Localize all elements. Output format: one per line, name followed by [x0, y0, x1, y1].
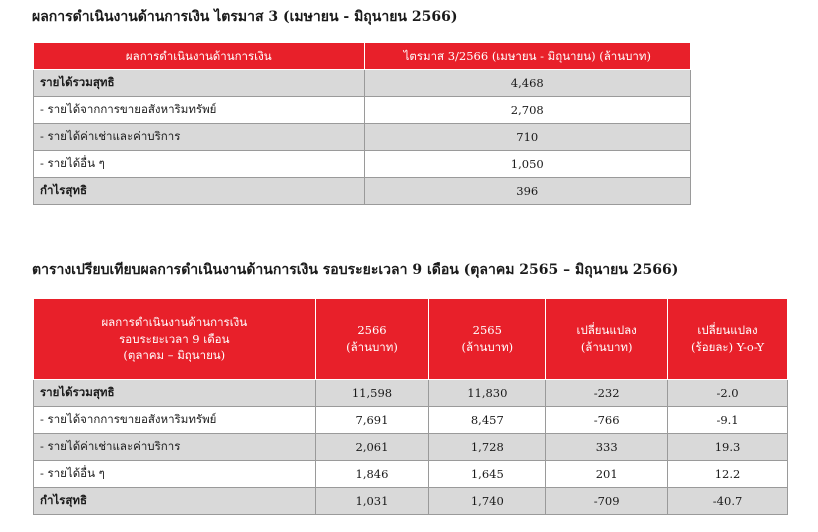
row-value: 8,457: [429, 407, 546, 434]
column-header-change-percent: [668, 299, 788, 380]
header-line: (ร้อยละ) Y-o-Y: [691, 340, 765, 354]
column-header-2565: [429, 299, 546, 380]
quarterly-results-table: [33, 42, 691, 205]
header-line: รอบระยะเวลา 9 เดือน: [119, 331, 230, 346]
table-row: [34, 380, 788, 407]
table-header-row: [34, 43, 691, 70]
row-value: 7,691: [315, 407, 429, 434]
row-label: - รายได้จากการขายอสังหาริมทรัพย์: [34, 97, 365, 124]
row-label: กำไรสุทธิ: [34, 178, 365, 205]
row-value: -2.0: [668, 380, 788, 407]
row-label: - รายได้อื่น ๆ: [34, 461, 316, 488]
header-line: เปลี่ยนแปลง: [576, 323, 637, 338]
table-row: [34, 151, 691, 178]
row-value: 1,728: [429, 434, 546, 461]
header-line: (ล้านบาท): [580, 340, 633, 354]
row-label: รายได้รวมสุทธิ: [34, 70, 365, 97]
section2-title: ตารางเปรียบเทียบผลการดำเนินงานด้านการเงิน รอบระยะเวลา 9 เดือน (ตุลาคม 2565 – มิถุนายน 2566): [32, 262, 679, 278]
table-row: [34, 124, 691, 151]
row-label: - รายได้ค่าเช่าและค่าบริการ: [34, 124, 365, 151]
row-value: 2,708: [364, 97, 690, 124]
row-value: -232: [546, 380, 668, 407]
header-line: 2566: [357, 323, 387, 338]
row-value: 4,468: [364, 70, 690, 97]
row-value: 710: [364, 124, 690, 151]
row-label: รายได้รวมสุทธิ: [34, 380, 316, 407]
header-line: (ล้านบาท): [461, 340, 514, 354]
row-value: -766: [546, 407, 668, 434]
section1-title: ผลการดำเนินงานด้านการเงิน ไตรมาส 3 (เมษายน - มิถุนายน 2566): [32, 9, 458, 25]
table-row: [34, 407, 788, 434]
row-label: - รายได้ค่าเช่าและค่าบริการ: [34, 434, 316, 461]
row-value: 1,645: [429, 461, 546, 488]
table-row: [34, 97, 691, 124]
column-header-change-amount: [546, 299, 668, 380]
row-value: 11,598: [315, 380, 429, 407]
row-value: 2,061: [315, 434, 429, 461]
nine-month-comparison-table: [33, 298, 788, 515]
header-line: (ล้านบาท): [346, 340, 398, 354]
row-label: กำไรสุทธิ: [34, 488, 316, 515]
table-row: [34, 70, 691, 97]
row-value: -709: [546, 488, 668, 515]
row-value: -9.1: [668, 407, 788, 434]
row-label: - รายได้อื่น ๆ: [34, 151, 365, 178]
table-row: [34, 461, 788, 488]
column-header-label: [34, 299, 316, 380]
row-value: 1,050: [364, 151, 690, 178]
table-row: [34, 178, 691, 205]
header-line: (ตุลาคม – มิถุนายน): [123, 348, 226, 363]
header-line: 2565: [472, 323, 502, 338]
row-value: -40.7: [668, 488, 788, 515]
header-line: เปลี่ยนแปลง: [697, 323, 758, 338]
table-header-row: [34, 299, 788, 380]
row-value: 11,830: [429, 380, 546, 407]
row-value: 201: [546, 461, 668, 488]
row-value: 1,846: [315, 461, 429, 488]
column-header: ผลการดำเนินงานด้านการเงิน: [34, 43, 365, 70]
row-value: 12.2: [668, 461, 788, 488]
row-value: 396: [364, 178, 690, 205]
row-label: - รายได้จากการขายอสังหาริมทรัพย์: [34, 407, 316, 434]
header-line: ผลการดำเนินงานด้านการเงิน: [101, 314, 248, 329]
row-value: 333: [546, 434, 668, 461]
table-row: [34, 488, 788, 515]
row-value: 1,031: [315, 488, 429, 515]
row-value: 1,740: [429, 488, 546, 515]
table-row: [34, 434, 788, 461]
row-value: 19.3: [668, 434, 788, 461]
column-header-2566: [315, 299, 429, 380]
column-header: ไตรมาส 3/2566 (เมษายน - มิถุนายน) (ล้านบาท): [364, 43, 690, 70]
